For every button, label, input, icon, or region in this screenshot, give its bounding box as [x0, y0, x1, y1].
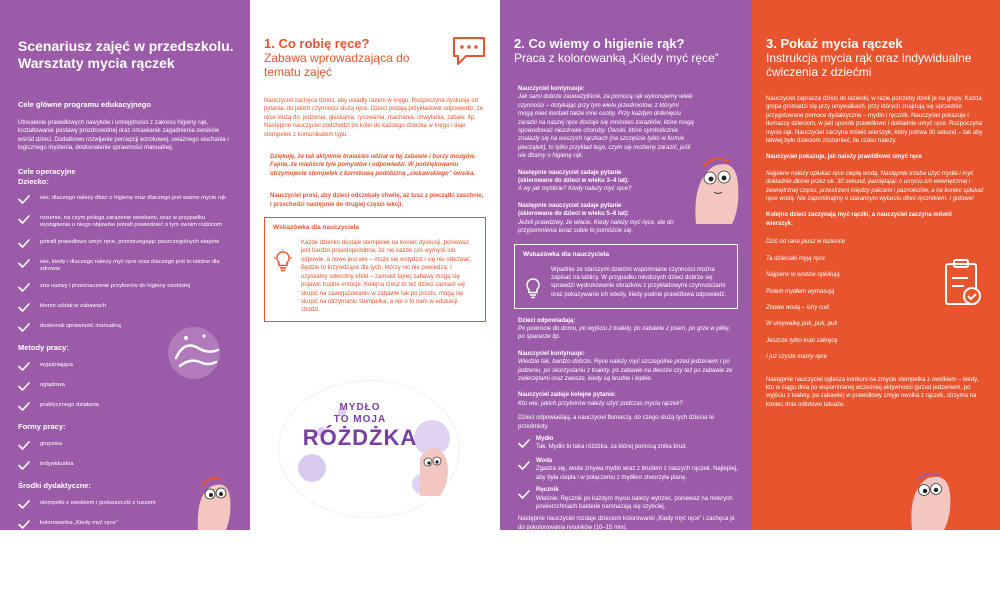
list-item-text: mydło: [40, 560, 56, 567]
section-2-subtitle: Praca z kolorowanką „Kiedy myć ręce”: [514, 51, 719, 65]
goals-text: Utrwalenie prawidłowych nawyków i umiejętności z zakresu higieny rąk, kształtowanie postawy prozdrowotnej oraz omawianie zagadnienia owsików wśród dzieci. Dodatkowo rozwijanie percepcji wzrokowej, uważnego słuchania i logicznego myślenia, doskonalenie sprawności manualnej.: [18, 120, 229, 152]
list-item-text: zna nazwy i przeznaczenie przyborów do higieny osobistej: [40, 283, 191, 290]
worm-mascot: [686, 148, 744, 224]
section-3-contest: Następnie nauczyciel ogłasza konkurs na zmycie stempelka z owsikiem – kiedy, kto w ciągu dnia po wspomnianej wcześniej aktywności (przed jedzeniem, po wyjściu z toalety, po zabawie) w prawidłowy zmyje owsika z rączek, otrzyma na koniec dnia odlotowe tatuaże.: [766, 376, 979, 408]
hygiene-items-list: [518, 435, 738, 511]
hygiene-item-text: Właśnie. Ręcznik po każdym myciu należy wytrzeć, ponieważ na mokrych powierzchniach bakterie namnażają się szybciej.: [536, 495, 733, 510]
poem-line: Potem mydłem wymasują: [766, 288, 835, 295]
methods-heading: Metody pracy:: [18, 343, 69, 353]
q3-text: Kto wie, jakich przyborów należy użyć podczas mycia rączek?: [518, 400, 683, 407]
list-item-text: wyjaśniająca: [40, 362, 73, 369]
column-1: [0, 0, 250, 587]
check-icon: [18, 580, 32, 590]
section-2-footer: Następnie nauczyciel rozdaje dzieciom kolorowanki „Kiedy myć ręce” i zachęca je do pokolorowania rysunków (10–15 min).: [518, 516, 735, 531]
section-1-subtitle: Zabawa wprowadzająca do tematu zajęć: [264, 51, 410, 79]
section-3-intro: Nauczyciel zaprasza dzieci do łazienki, w razie potrzeby dzieli je na grupy. Każda grupa gromadzi się przy umywalkach, przy których znajdują się uprzednio przygotowane pomoce dydaktyczne – mydło i ręcznik. Nauczyciel pokazuje i tłumaczy dzieciom, w jaki sposób prawidłowo i dokładnie umyć ręce. Rozpoczyna mycie rąk. Nauczyciel zaczyna mówić wierszyk, który potrwa 30 sekund – tak aby łatwiej było dzieciom zrozumieć, ile czasu należy.: [766, 96, 983, 145]
check-icon: [18, 362, 32, 372]
worm-mascot: [188, 474, 234, 530]
list-item: [18, 402, 234, 412]
teacher-tip-text-2: Wpadnie ze starszymi dziećmi wspomniane czynności można zapisać na tablicy. W przypadku młodszych dzieci dobrze się sprawdzi wydrukowanie obrazków z przykładowymi czynnościami oraz pokazywanie ich wtedy, kiedy podnie prawidłowa odpowiedź.: [551, 266, 726, 298]
q3-head: Nauczyciel zadaje kolejne pytanie:: [518, 392, 617, 399]
check-icon: [18, 283, 32, 293]
check-icon: [18, 215, 32, 225]
list-item-text: grupowa: [40, 441, 63, 448]
hygiene-item-name: Mydło: [536, 435, 554, 442]
poem-line: Znowu wodą – ishy cud: [766, 304, 829, 311]
check-icon: [18, 540, 32, 550]
means-heading: Środki dydaktyczne:: [18, 481, 91, 491]
teacher-tip-title: Wskazówka dla nauczyciela: [273, 224, 359, 232]
check-icon: [18, 323, 32, 333]
q1-head: Następnie nauczyciel zadaje pytanie (skierowane do dzieci w wieku 3–4 lat):: [518, 169, 630, 185]
list-item: [18, 461, 234, 471]
teacher-tip-box: [264, 217, 486, 322]
page-title: Scenariusz zajęć w przedszkolu. Warsztaty mycia rączek: [18, 38, 234, 71]
list-item: [18, 195, 234, 205]
check-icon: [18, 461, 32, 471]
check-icon: [18, 520, 32, 530]
column-3: [500, 0, 752, 530]
list-item-text: wie, kiedy i dlaczego należy myć ręce oraz dlaczego jest to istotne dla zdrowia: [40, 259, 220, 273]
forms-heading: Formy pracy:: [18, 422, 66, 432]
poem-line: Ta dzieciaki myją ręce: [766, 255, 825, 262]
logo-wordmark: [300, 402, 420, 450]
section-3-head-3: Kolejno dzieci zaczynają myć rączki, a nauczyciel zaczyna mówić wierszyk:: [766, 212, 953, 227]
section-3-steps: Najpierw należy opłukać ręce ciepłą wodą. Następnie trzeba użyć mydła i myć dokładnie dłonie przez ok. 30 sekund, pamiętając o umyciu ich wewnętrznej i zewnętrznej części, przestrzeni między palcami i paznokciów, a na koniec spłukać ręce wodą. Nie zapominajmy o starannym wytarciu dłoni ręcznikiem. I gotowe!: [766, 170, 984, 203]
section-2-title: 2. Co wiemy o higienie rąk?: [514, 36, 685, 51]
list-item-text: doskonali sprawność manualną: [40, 323, 121, 330]
s2-text: Wiedzie tak, bardzo dobrze. Ręce należy myć szczególnie przed jedzeniem i po jedzeniu, po skorzystaniu z toalety, po zabawie na dworze czy też po zabawie ze zwierzętami oraz zawsze, kiedy są brudne i lepkie.: [518, 359, 733, 382]
hygiene-item: [518, 486, 738, 511]
s1-text: Jak sami dobrze zauważyliście, za pomocą rąk wykonujemy wiele czynności – dotykając przy tym wielu przedmiotów, z którymi mogą mieć kontakt także inne osoby. Przy każdym dotknięciu zarazki na naszej ręce dostaje się mnóstwo zarazków, które mogą spowodować niezdrowe choroby. Owsiki, które symbolicznie znalazły się na waszych rączkach (na szczęście tylko w formie pieczątek), to tylko przykład tego, czym się możemy zarazić, jeśli nie dbamy o higienę rąk.: [518, 94, 694, 160]
poem-line: Najpierw w wodzie opłukują: [766, 272, 840, 279]
list-item-text: oglądowa: [40, 382, 65, 389]
section-3-subtitle: Instrukcja mycia rąk oraz indywidualne ćwiczenia z dziećmi: [766, 51, 972, 79]
check-icon: [18, 441, 32, 451]
hygiene-item-text: Zgadza się, woda zmywa mydło wraz z brudem z naszych rączek. Najlepiej, aby była ciepła i w połączeniu z mydłem stworzyła pianę.: [536, 466, 738, 481]
list-item: [18, 560, 234, 570]
forms-list: [18, 441, 234, 471]
list-item-text: instrukcja „Jak myć ręce”: [40, 540, 105, 547]
check-icon: [18, 259, 32, 269]
check-icon: [18, 303, 32, 313]
list-item: [18, 239, 234, 249]
list-item-text: bierze udział w zabawach: [40, 303, 107, 310]
logo-line-2: TO MOJA: [333, 414, 387, 425]
list-item-text: stempelki z owsikiem i poduszeczki z tuszem: [40, 500, 156, 507]
list-item-text: praktycznego działania: [40, 402, 99, 409]
poem-line: Dziś od rana piusz w łazience: [766, 239, 846, 246]
poem-line: Jeszcze tylko kran zakręcę: [766, 337, 838, 344]
check-icon: [18, 500, 32, 510]
section-1-quote: Dziękuję, że tak aktywnie bralaś/eś udział w tej zabawie i burzy mózgów. Fajnie, że mieliście tyle pomysłów i odpowiedzi. W podziękowaniu otrzymujecie stempelek z kornikową podobizną „ciekawskiego” owsika.: [270, 154, 476, 177]
check-icon: [18, 382, 32, 392]
list-item-text: kolorowanka „Kiedy myć ręce”: [40, 520, 118, 527]
speech-bubble-icon: [450, 34, 488, 68]
check-icon: [18, 195, 32, 205]
q3-after: Dzieci odpowiadają, a nauczyciel tłumaczy, do czego służą tych dziecia te przedmioty.: [518, 415, 714, 430]
check-icon: [518, 486, 530, 511]
list-item: [18, 215, 234, 229]
list-item: [18, 540, 234, 550]
s1-head: Nauczyciel kontynuuje:: [518, 86, 585, 92]
hygiene-item: [518, 435, 738, 453]
hygiene-item-name: Woda: [536, 457, 553, 464]
list-item-text: wie, dlaczego należy dbać o higienę oraz dlaczego jest ważne mycie rąk: [40, 194, 226, 201]
section-3-head-2: Nauczyciel pokazuje, jak należy prawidłowo umyć ręce: [766, 154, 923, 161]
logo-line-3: RÓŻDŻKA: [302, 425, 418, 450]
check-icon: [518, 457, 530, 482]
hygiene-item: [518, 457, 738, 482]
hygiene-item-text: Tak. Mydło to taka różdżka, za której pomocą znika brud.: [536, 444, 688, 451]
column-4: [752, 0, 1000, 530]
operational-goals-heading: Cele operacyjne Dziecko:: [18, 166, 76, 186]
list-item: [18, 283, 234, 293]
list-item: [18, 259, 234, 273]
q1-text: A wy jak myślicie? Kiedy należy myć ręce?: [518, 186, 632, 193]
list-item-text: rozumie, na czym polega zarażenie owsikami, oraz w przypadku wystąpienia u niego objawów potrafi powiedzieć o tym swoim rodzicom: [40, 214, 223, 228]
lightbulb-icon: [523, 276, 543, 302]
worm-mascot: [902, 466, 954, 530]
check-icon: [18, 560, 32, 570]
answers-head: Dzieci odpowiadają:: [518, 317, 576, 324]
answers-text: Po powrocie do domu, po wyjściu z toalety, po zabawie z psem, po grze w piłkę, po spacerze itp.: [518, 325, 731, 341]
list-item: [18, 441, 234, 451]
check-icon: [18, 239, 32, 249]
section-1-title: 1. Co robię ręce?: [264, 36, 370, 51]
list-item-text: potrafi prawidłowo umyć ręce, przestrzegając poszczególnych etapów: [40, 239, 220, 246]
s2-head: Nauczyciel kontynuuje:: [518, 350, 585, 357]
q2-text: Jeżeli prawdziwy, że włacie. Kiedy należy myć ręce, ale do przypomnienia teraz sobie to pomóżcie się.: [518, 219, 674, 235]
check-icon: [18, 402, 32, 412]
list-item: [18, 580, 234, 590]
handwashing-icon: [166, 308, 226, 398]
logo-line-1: MYDŁO: [339, 402, 381, 413]
check-icon: [518, 435, 530, 453]
list-item-text: tatuaże (nagroda za zmycie owsika): [40, 580, 133, 587]
section-1-instruction: Nauczyciel prosi, aby dzieci odczekały chwilę, aż tusz z pieczątki zaschnie, i przechodzi następnie do drugiej części lekcji.: [270, 193, 484, 208]
poem-line: W umywalkę puk, puk, puk: [766, 321, 838, 328]
section-3-title: 3. Pokaż mycia rączek: [766, 36, 903, 51]
list-item-text: indywidualna: [40, 461, 74, 468]
checklist-icon: [940, 258, 986, 310]
teacher-tip-title-2: Wskazówka dla nauczyciela: [523, 250, 609, 258]
q2-head: Następnie nauczyciel zadaje pytanie (skierowane do dzieci w wieku 5–6 lat):: [518, 202, 630, 218]
teacher-tip-box-2: [514, 244, 738, 309]
goals-heading: Cele główne programu edukacyjnego: [18, 100, 151, 109]
hygiene-item-name: Ręcznik: [536, 487, 559, 494]
section-1-intro: Nauczyciel zachęca dzieci, aby usiadły razem w kręgu. Rozpoczyna dyskusję od pytania, do jakich czynności służą ręce. Dzieci podają przykładowe odpowiedzi, że ręce służą do: jedzenia, głaskania, rysowania, machania, chwytania, zabaw, itp. Następnie nauczyciel podchodzi po kolei do każdego dziecka w kręgu i daje stempelek z komunikatem typu:: [264, 98, 484, 138]
teacher-tip-text: Każde dziecko dostaje stempelek na koniec dyskusji, ponieważ jest bardzo prawdopodobne, że nie każde coś wymyśli lub odpowie, a nowe jest wie – może się wstydzić i się nie odezwać. Będzie to krzywdzące dla tych, którzy nic nie powiedzą. I uzyskamy odwrotny efekt – zamiast fajnej zabawy mogą się pojawić trudne emocje. Kolejna rzecz to też dzieci zamiast się skupić na zaangażowaniu w zabawie tak po prostu, mogą się skupić na otrzymaniu stempelka, a nie o to nam w edukacji chodzi.: [301, 240, 472, 314]
lightbulb-icon: [273, 249, 293, 275]
poem-line: I już czyste mamy ręce: [766, 354, 828, 361]
